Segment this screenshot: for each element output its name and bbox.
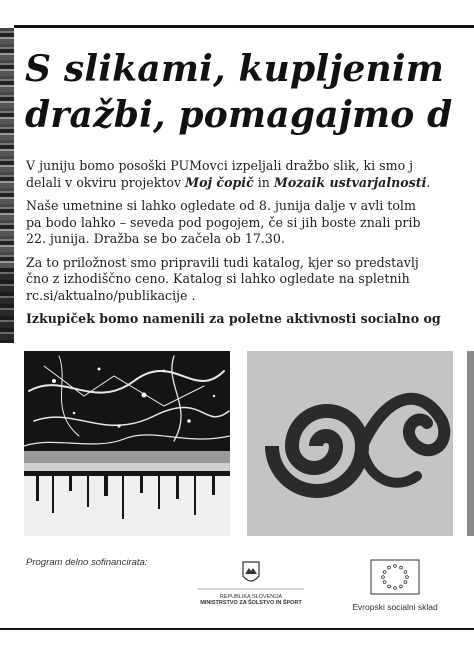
splatter-artwork-graphic (24, 351, 230, 536)
paragraph-2-line-2: pa bodo lahko – seveda pod pogojem, če si jih boste znali prib (26, 214, 421, 230)
ministry-logo-line-1: REPUBLIKA SLOVENIJA (219, 594, 283, 600)
cofinancing-label: Program delno sofinancirata: (26, 557, 148, 568)
paragraph-2 (26, 198, 474, 248)
poster-title (25, 46, 474, 138)
project-name-moj-copic: Moj čopič (185, 174, 254, 190)
paragraph-1-line-1: V juniju bomo posoški PUMovci izpeljali dražbo slik, ki smo j (26, 158, 414, 173)
ministry-logo-line-2: MINISTRSTVO ZA ŠOLSTVO IN ŠPORT (200, 600, 302, 606)
slovenia-coat-of-arms-icon (196, 560, 306, 590)
bottom-frame-rule (0, 628, 474, 630)
paragraph-3-line-3: rc.si/aktualno/publikacije . (26, 287, 196, 303)
ministry-logo (196, 560, 306, 610)
paragraph-1 (26, 158, 474, 191)
poster-body-text (26, 158, 474, 335)
eu-social-fund-logo (345, 558, 445, 612)
eu-flag-icon (345, 558, 445, 596)
eu-logo-caption: Evropski socialni sklad (352, 602, 438, 612)
left-photo-strip-lower (0, 268, 14, 343)
paragraph-3-line-1: Za to priložnost smo pripravili tudi katalog, kjer so predstavlj (26, 254, 419, 270)
paragraph-3-line-2: čno z izhodiščno ceno. Katalog si lahko ogledate na spletnih (26, 271, 410, 286)
paragraph-1-line-2-post: . (426, 174, 431, 190)
title-line-1: S slikami, kupljenim (25, 48, 445, 90)
spiral-mosaic-graphic (247, 351, 453, 536)
artwork-splatter-image (24, 351, 230, 536)
title-line-2: dražbi, pomagajmo d (25, 94, 453, 136)
artwork-third-image-edge (467, 351, 474, 536)
paragraph-2-line-3: 22. junija. Dražba se bo začela ob 17.30. (26, 231, 285, 246)
paragraph-4: Izkupiček bomo namenili za poletne aktivnosti socialno og (26, 311, 441, 326)
artwork-spiral-mosaic-image (247, 351, 453, 536)
paragraph-2-line-1: Naše umetnine si lahko ogledate od 8. junija dalje v avli tolm (26, 198, 416, 213)
top-frame-rule (14, 25, 474, 28)
paragraph-1-line-2-mid: in (253, 174, 274, 190)
paragraph-3 (26, 255, 474, 305)
paragraph-1-line-2-pre: delali v okviru projektov (26, 174, 186, 190)
project-name-mozaik: Mozaik ustvarjalnosti (273, 174, 427, 190)
